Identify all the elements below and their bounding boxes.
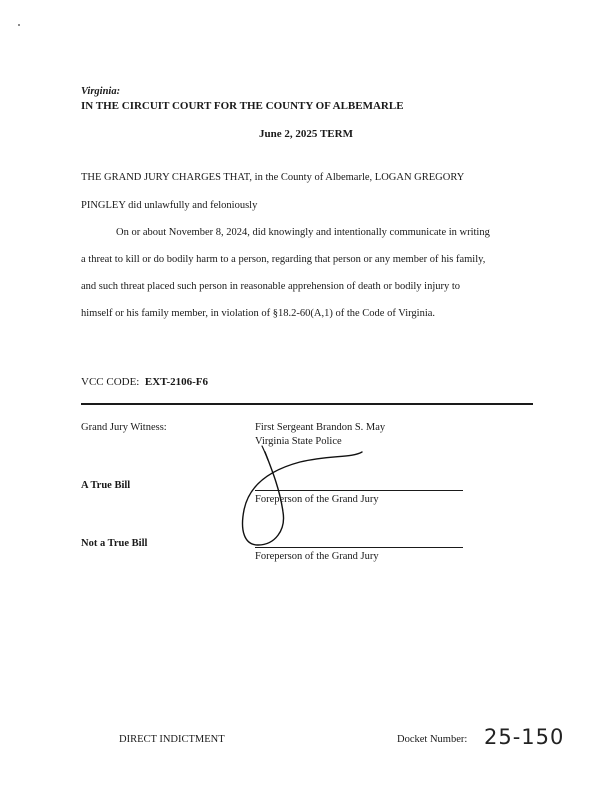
not-true-bill-foreperson-caption: Foreperson of the Grand Jury: [255, 551, 379, 562]
true-bill-label: A True Bill: [81, 480, 131, 491]
vcc-code-label: VCC CODE:: [81, 376, 140, 388]
docket-number-label: Docket Number:: [397, 734, 468, 745]
indictment-type: DIRECT INDICTMENT: [119, 734, 225, 745]
not-true-bill-label: Not a True Bill: [81, 538, 148, 549]
state-label: Virginia:: [81, 86, 121, 97]
witness-name: First Sergeant Brandon S. May: [255, 422, 386, 433]
charge-line-1: THE GRAND JURY CHARGES THAT, in the County of Albemarle, LOGAN GREGORY: [81, 172, 465, 183]
court-title: IN THE CIRCUIT COURT FOR THE COUNTY OF ALBEMARLE: [81, 100, 404, 112]
witness-agency: Virginia State Police: [255, 436, 342, 447]
charge-line-3: On or about November 8, 2024, did knowingly and intentionally communicate in writing: [116, 227, 490, 238]
docket-number-value: 25-150: [484, 725, 565, 749]
term-date: June 2, 2025 TERM: [259, 128, 353, 140]
grand-jury-witness-label: Grand Jury Witness:: [81, 422, 167, 433]
charge-line-2: PINGLEY did unlawfully and feloniously: [81, 200, 258, 211]
vcc-code-value: EXT-2106-F6: [144, 376, 209, 388]
true-bill-foreperson-caption: Foreperson of the Grand Jury: [255, 494, 379, 505]
charge-line-6: himself or his family member, in violation of §18.2-60(A,1) of the Code of Virginia.: [81, 308, 436, 319]
charge-line-4: a threat to kill or do bodily harm to a person, regarding that person or any member of his family,: [81, 254, 486, 265]
charge-line-5: and such threat placed such person in reasonable apprehension of death or bodily injury to: [81, 281, 461, 292]
